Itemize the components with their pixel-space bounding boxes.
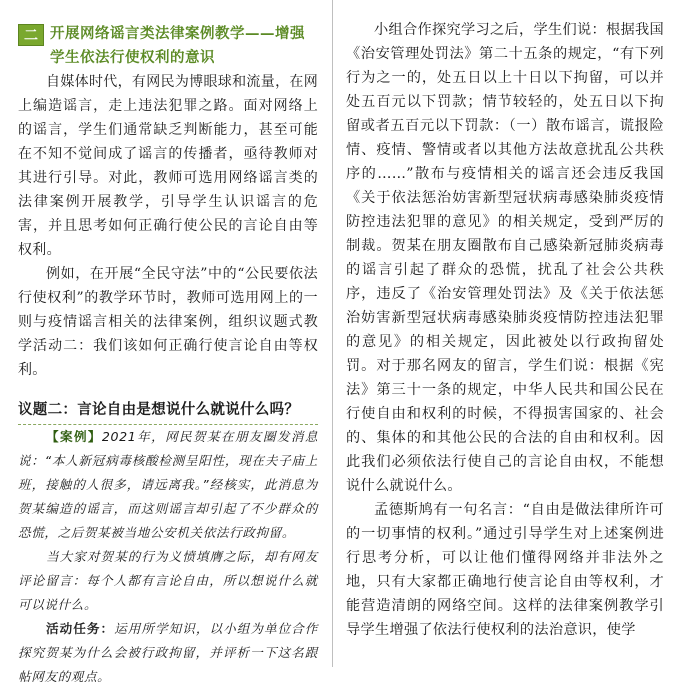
body-paragraph: 孟德斯鸠有一句名言：“自由是做法律所许可的一切事情的权利。”通过引导学生对上述案例进行思考分析，可以让他们懂得网络并非法外之地，只有大家都正确地行使言论自由等权利，才能营造清朗的网络空间。这样的法律案例教学引导学生增强了依法行使权利的法治意识，使学 [346,502,664,638]
section-number-box: 二 [18,24,44,46]
body-paragraph: 例如，在开展“全民守法”中的“公民要依法行使权利”的教学环节时，教师可选用网上的一则与疫情谣言相关的法律案例，组织议题式教学活动二：我们该如何正确行使言论自由等权利。 [18,266,318,378]
case-block [18,425,318,689]
section-heading [18,22,318,70]
case-text: 2021年，网民贺某在朋友圈发消息说：“本人新冠病毒核酸检测呈阳性，现在夫子庙上班，接触的人很多，请远离我。”经核实，此消息为贺某编造的谣言，而这则谣言却引起了不少群众的恐慌，之后贺某被当地公安机关依法行政拘留。 [18,429,319,540]
body-paragraph: 自媒体时代，有网民为博眼球和流量，在网上编造谣言，走上违法犯罪之路。面对网络上的谣言，学生们通常缺乏判断能力，甚至可能在不知不觉间成了谣言的传播者，亟待教师对其进行引导。对此，教师可选用网络谣言类的法律案例开展教学，引导学生认识谣言的危害，并且思考如何正确行使公民的言论自由等权利。 [18,74,318,258]
right-column [346,18,664,642]
body-paragraph: 小组合作探究学习之后，学生们说：根据我国《治安管理处罚法》第二十五条的规定，“有下列行为之一的，处五日以上十日以下拘留，可以并处五百元以下罚款；情节较轻的，处五日以下拘留或者五百元以下罚款：（一）散布谣言，谎报险情、疫情、警情或者以其他方法故意扰乱公共秩序的……”散布与疫情相关的谣言还会违反我国《关于依法惩治妨害新型冠状病毒感染肺炎疫情防控违法犯罪的意见》的相关规定，受到严厉的制裁。贺某在朋友圈散布自己感染新冠肺炎病毒的谣言引起了群众的恐慌，扰乱了社会公共秩序，违反了《治安管理处罚法》及《关于依法惩治妨害新型冠状病毒感染肺炎疫情防控违法犯罪的意见》的相关规定，因此被处以行政拘留处罚。对于那名网友的留言，学生们说：根据《宪法》第三十一条的规定，中华人民共和国公民在行使自由和权利的时候，不得损害国家的、社会的、集体的和其他公民的合法的自由和权利。因此我们必须依法行使自己的言论自由权，不能想说什么就说什么。 [346,22,664,494]
task-label: 活动任务： [46,621,115,636]
left-column [18,0,318,689]
case-followup: 当大家对贺某的行为义愤填膺之际，却有网友评论留言：每个人都有言论自由，所以想说什么就可以说什么。 [18,549,318,612]
case-tag: 【案例】 [46,429,102,444]
case-paragraph [18,425,318,545]
column-divider [332,0,333,667]
task-paragraph [18,617,318,689]
task-text: 运用所学知识，以小组为单位合作探究贺某为什么会被行政拘留，并评析一下这名跟帖网友的观点。 [18,621,319,684]
topic-title: 议题二：言论自由是想说什么就说什么吗？ [18,398,318,425]
section-title: 开展网络谣言类法律案例教学——增强学生依法行使权利的意识 [50,25,305,66]
